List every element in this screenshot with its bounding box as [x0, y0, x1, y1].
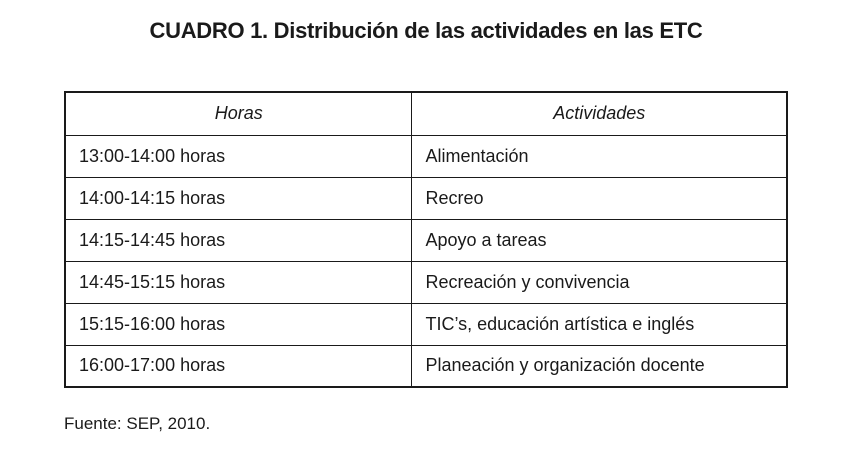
table-caption — [0, 18, 852, 44]
table-header-row — [65, 92, 787, 135]
table-row — [65, 303, 787, 345]
cell-hours: 15:15-16:00 horas — [65, 303, 412, 345]
cell-activity: Alimentación — [425, 145, 529, 166]
header-activities: Actividades — [412, 92, 787, 135]
cell-activity: Recreo — [425, 187, 484, 208]
cell-activity: Apoyo a tareas — [425, 229, 547, 250]
cell-activity: Planeación y organización docente — [425, 355, 705, 376]
cell-hours: 14:15-14:45 horas — [65, 219, 412, 261]
table-row — [65, 345, 787, 387]
table-row — [65, 219, 787, 261]
table-row — [65, 135, 787, 177]
source-note: Fuente: SEP, 2010. — [64, 414, 211, 433]
table-row — [65, 177, 787, 219]
caption-label: CUADRO 1. — [149, 18, 268, 43]
schedule-table — [64, 91, 788, 388]
cell-hours: 14:00-14:15 horas — [65, 177, 412, 219]
table-row — [65, 261, 787, 303]
cell-hours: 16:00-17:00 horas — [65, 345, 412, 387]
header-hours: Horas — [65, 92, 412, 135]
caption-text: Distribución de las actividades en las ETC — [273, 18, 703, 43]
cell-activity: Recreación y convivencia — [425, 271, 630, 292]
cell-hours: 14:45-15:15 horas — [65, 261, 412, 303]
cell-activity: TIC’s, educación artística e inglés — [425, 313, 695, 334]
cell-hours: 13:00-14:00 horas — [65, 135, 412, 177]
